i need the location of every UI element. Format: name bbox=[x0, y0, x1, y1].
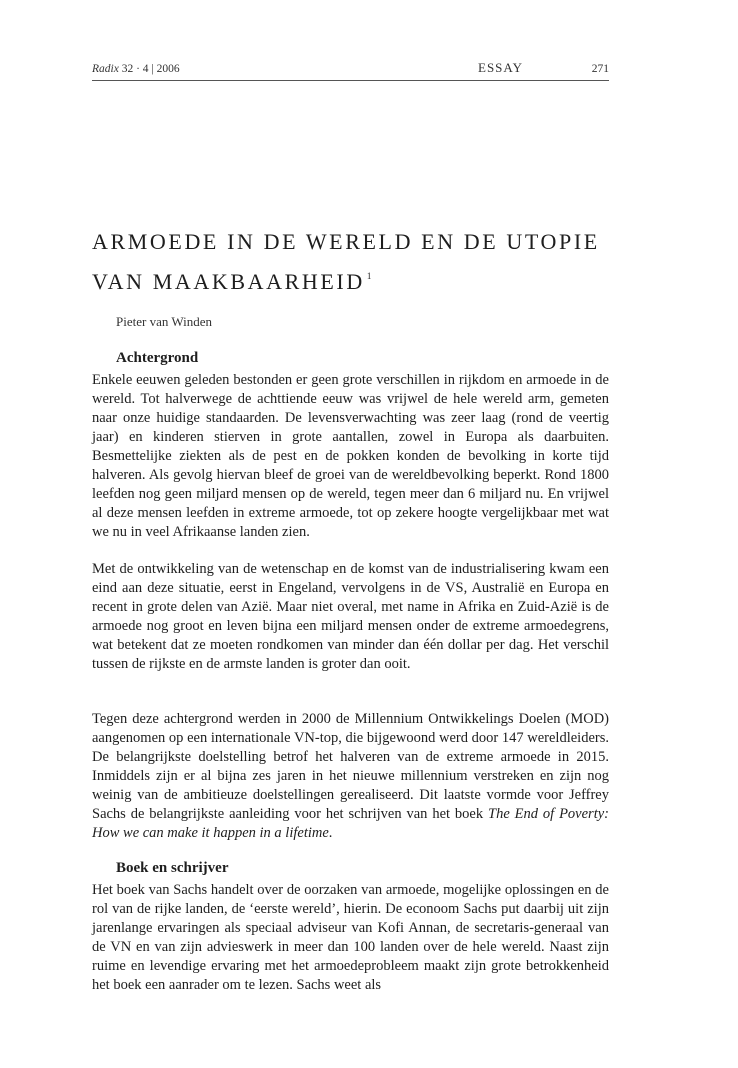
footnote-marker: 1 bbox=[366, 271, 372, 281]
author-name: Pieter van Winden bbox=[116, 314, 212, 329]
section-heading-achtergrond: Achtergrond bbox=[116, 350, 199, 366]
journal-name: Radix bbox=[92, 63, 119, 75]
paragraph-4: Het boek van Sachs handelt over de oorzaken van armoede, mogelijke oplossingen en de rol van de rijke landen, de ‘eerste wereld’, hierin. De econoom Sachs put daarbij uit zijn jarenlange ervaringen als speciaal adviseur van Kofi Annan, de secretaris-generaal van de VN en van zijn advieswerk in meer dan 100 landen over de hele wereld. Naast zijn ruime en levendige ervaring met het armoedeprobleem maakt zijn grote betrokkenheid het boek een aanrader om te lezen. Sachs weet als bbox=[92, 882, 609, 993]
article-title-text: ARMOEDE IN DE WERELD EN DE UTOPIE VAN MAAKBAARHEID bbox=[92, 229, 600, 294]
journal-citation bbox=[92, 63, 180, 75]
journal-issue: 32 · 4 | 2006 bbox=[121, 63, 180, 75]
paragraph-1: Enkele eeuwen geleden bestonden er geen grote verschillen in rijkdom en armoede in de wereld. Tot halverwege de achttiende eeuw was vrijwel de hele wereld arm, gemeten naar onze huidige standaarden. De levensverwachting was zeer laag (rond de veertig jaar) en kinderen stierven in grote aantallen, zowel in Europa als daarbuiten. Besmettelijke ziekten als de pest en de pokken konden de bevolking in korte tijd halveren. Als gevolg hiervan bleef de groei van de wereldbevolking beperkt. Rond 1800 leefden nog geen miljard mensen op de wereld, tegen meer dan 6 miljard nu. En vrijwel al deze mensen leefden in extreme armoede, tot op zekere hoogte vergelijkbaar met wat we nu in veel Afrikaanse landen zien. bbox=[92, 372, 609, 540]
paragraph-3 bbox=[92, 710, 609, 843]
section-heading-boek-en-schrijver: Boek en schrijver bbox=[116, 860, 229, 876]
section-label: ESSAY bbox=[478, 60, 523, 75]
article-title bbox=[92, 225, 612, 299]
running-head bbox=[92, 60, 609, 81]
paragraph-3-text: Tegen deze achtergrond werden in 2000 de Millennium Ontwikkelings Doelen (MOD) aangenomen op een internationale VN-top, die bijgewoond werd door 147 wereldleiders. De belangrijkste doelstelling betrof het halveren van de extreme armoede in 2015. Inmiddels zijn er al bijna zes jaren in het nieuwe millennium verstreken en zijn nog weinig van de ambitieuze doelstellingen gerealiseerd. Dit laatste vormde voor Jeffrey Sachs de belangrijkste aanleiding voor het schrijven van het boek bbox=[92, 711, 609, 822]
book-title-end: . bbox=[328, 825, 333, 841]
book-title: The End of Poverty: How we can make it happen in a lifetime bbox=[92, 806, 609, 841]
paragraph-2: Met de ontwikkeling van de wetenschap en de komst van de industrialisering kwam een eind aan deze situatie, eerst in Engeland, vervolgens in de VS, Australië en Europa en recent in grote delen van Azië. Maar niet overal, met name in Afrika en Zuid-Azië is de armoede nog groot en leven bijna een miljard mensen onder de extreme armoedegrens, wat betekent dat ze moeten rondkomen van minder dan één dollar per dag. Het verschil tussen de rijkste en de armste landen is groter dan ooit. bbox=[92, 561, 609, 672]
page-number: 271 bbox=[591, 63, 609, 75]
